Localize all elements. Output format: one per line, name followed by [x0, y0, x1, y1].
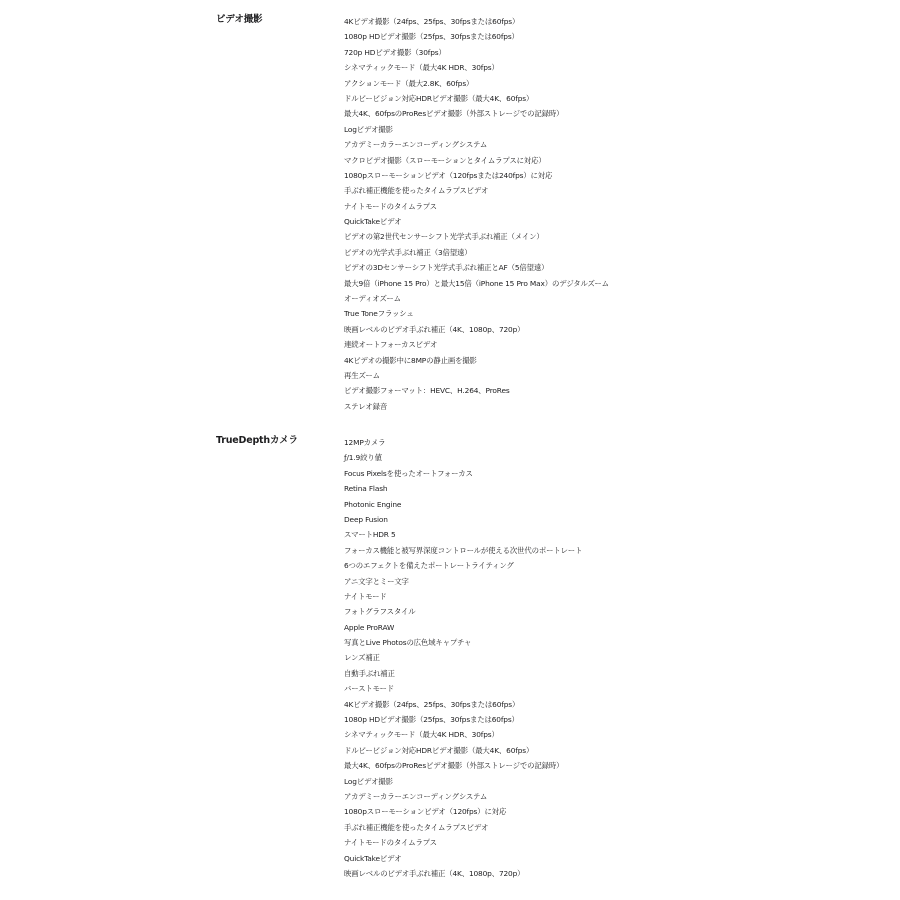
feature-list	[344, 435, 582, 881]
feature-item: アカデミーカラーエンコーディングシステム	[344, 791, 488, 801]
feature-item: 1080p HDビデオ撮影（25fps、30fpsまたは60fps）	[344, 32, 519, 42]
feature-item: 映画レベルのビデオ手ぶれ補正（4K、1080p、720p）	[344, 324, 525, 334]
feature-list	[344, 14, 609, 414]
feature-item: ビデオ撮影フォーマット：HEVC、H.264、ProRes	[344, 386, 510, 396]
feature-item: アニ文字とミー文字	[344, 576, 409, 586]
feature-item: 写真とLive Photosの広色域キャプチャ	[344, 638, 472, 648]
feature-item: ビデオの3Dセンサーシフト光学式手ぶれ補正とAF（5倍望遠）	[344, 263, 549, 273]
feature-item: 手ぶれ補正機能を使ったタイムラプスビデオ	[344, 186, 489, 196]
feature-item: Retina Flash	[344, 484, 388, 494]
feature-item: 連続オートフォーカスビデオ	[344, 340, 438, 350]
feature-item: 最大4K、60fpsのProResビデオ撮影（外部ストレージでの記録時）	[344, 109, 564, 119]
feature-item: 手ぶれ補正機能を使ったタイムラプスビデオ	[344, 822, 489, 832]
section-title: ビデオ撮影	[216, 14, 263, 25]
feature-item: オーディオズーム	[344, 294, 401, 304]
feature-item: シネマティックモード（最大4K HDR、30fps）	[344, 63, 499, 73]
feature-item: 4Kビデオの撮影中に8MPの静止画を撮影	[344, 355, 477, 365]
feature-item: 最大9倍（iPhone 15 Pro）と最大15倍（iPhone 15 Pro Max）のデジタルズーム	[344, 278, 609, 288]
feature-item: ビデオの第2世代センサーシフト光学式手ぶれ補正（メイン）	[344, 232, 544, 242]
feature-item: シネマティックモード（最大4K HDR、30fps）	[344, 730, 499, 740]
feature-item: 最大4K、60fpsのProResビデオ撮影（外部ストレージでの記録時）	[344, 761, 564, 771]
feature-item: バーストモード	[344, 684, 395, 694]
feature-item: レンズ補正	[344, 653, 380, 663]
feature-item: Deep Fusion	[344, 514, 388, 524]
feature-item: True Toneフラッシュ	[344, 309, 414, 319]
feature-item: ドルビービジョン対応HDRビデオ撮影（最大4K、60fps）	[344, 745, 534, 755]
feature-item: 12MPカメラ	[344, 438, 386, 447]
feature-item: Focus Pixelsを使ったオートフォーカス	[344, 468, 473, 478]
feature-item: アクションモード（最大2.8K、60fps）	[344, 78, 474, 88]
feature-item: 映画レベルのビデオ手ぶれ補正（4K、1080p、720p）	[344, 868, 525, 878]
section-title: TrueDepthカメラ	[216, 435, 298, 446]
feature-item: 1080p HDビデオ撮影（25fps、30fpsまたは60fps）	[344, 715, 519, 725]
feature-item: Apple ProRAW	[344, 622, 395, 632]
feature-item: 再生ズーム	[344, 370, 380, 380]
feature-item: 1080pスローモーションビデオ（120fps）に対応	[344, 807, 507, 817]
feature-item: 4Kビデオ撮影（24fps、25fps、30fpsまたは60fps）	[344, 17, 520, 26]
feature-item: QuickTakeビデオ	[344, 853, 402, 863]
feature-item: 6つのエフェクトを備えたポートレートライティング	[344, 561, 514, 571]
feature-item: フォーカス機能と被写界深度コントロールが使える次世代のポートレート	[344, 545, 583, 555]
feature-item: Logビデオ撮影	[344, 776, 393, 786]
feature-item: ナイトモードのタイムラプス	[344, 201, 437, 211]
feature-item: 1080pスローモーションビデオ（120fpsまたは240fps）に対応	[344, 170, 553, 180]
feature-item: スマートHDR 5	[344, 530, 396, 540]
feature-item: QuickTakeビデオ	[344, 217, 402, 227]
feature-item: アカデミーカラーエンコーディングシステム	[344, 140, 488, 150]
feature-item: ドルビービジョン対応HDRビデオ撮影（最大4K、60fps）	[344, 93, 534, 103]
feature-item: ビデオの光学式手ぶれ補正（3倍望遠）	[344, 247, 472, 257]
feature-item: ƒ/1.9絞り値	[344, 453, 382, 463]
feature-item: Photonic Engine	[344, 499, 402, 509]
feature-item: ナイトモード	[344, 591, 387, 601]
feature-item: ステレオ録音	[344, 401, 388, 411]
feature-item: 720p HDビデオ撮影（30fps）	[344, 47, 446, 57]
feature-item: Logビデオ撮影	[344, 124, 393, 134]
feature-item: 自動手ぶれ補正	[344, 668, 395, 678]
feature-item: マクロビデオ撮影（スローモーションとタイムラプスに対応）	[344, 155, 546, 165]
feature-item: ナイトモードのタイムラプス	[344, 838, 437, 848]
feature-item: フォトグラフスタイル	[344, 607, 416, 617]
feature-item: 4Kビデオ撮影（24fps、25fps、30fpsまたは60fps）	[344, 699, 520, 709]
